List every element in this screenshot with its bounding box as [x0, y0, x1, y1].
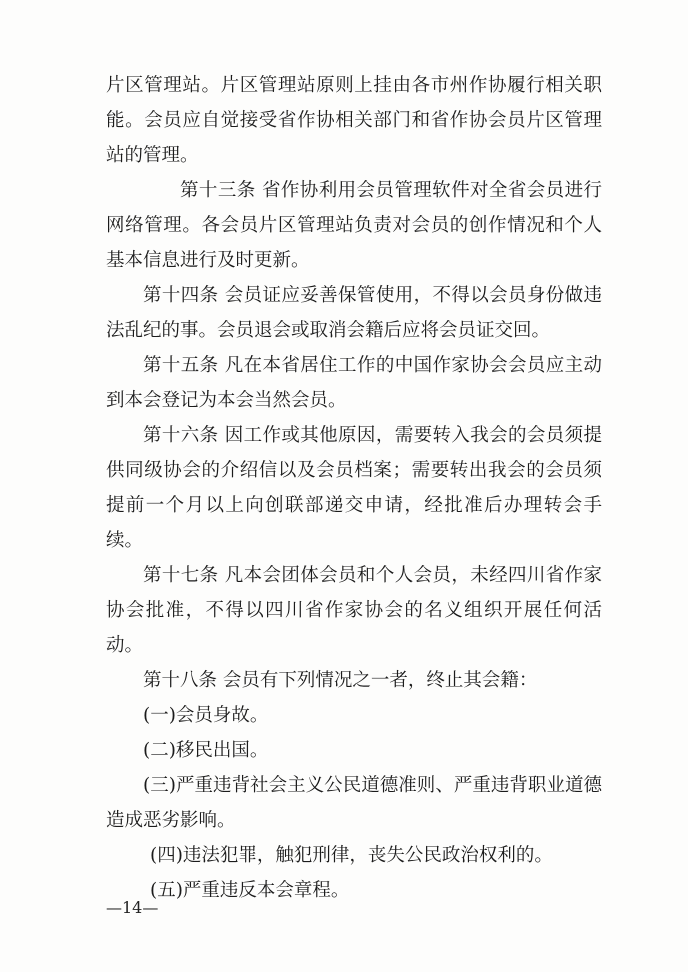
list-item-3: (三)严重违背社会主义公民道德准则、严重违背职业道德造成恶劣影响。 — [106, 775, 602, 831]
list-item-1: (一)会员身故。 — [143, 705, 269, 726]
list-item-2: (二)移民出国。 — [143, 740, 269, 761]
page-number: —14— — [106, 898, 159, 917]
paragraph-continuation: 片区管理站。片区管理站原则上挂由各市州作协履行相关职能。会员应自觉接受省作协相关部门和省作协会员片区管理站的管理。 — [106, 75, 602, 166]
article-13: 第十三条 省作协利用会员管理软件对全省会员进行网络管理。各会员片区管理站负责对会员的创作情况和个人基本信息进行及时更新。 — [106, 180, 602, 271]
article-15: 第十五条 凡在本省居住工作的中国作家协会会员应主动到本会登记为本会当然会员。 — [106, 355, 602, 411]
article-16: 第十六条 因工作或其他原因，需要转入我会的会员须提供同级协会的介绍信以及会员档案；需要转出我会的会员须提前一个月以上向创联部递交申请，经批准后办理转会手续。 — [106, 425, 602, 551]
article-18: 第十八条 会员有下列情况之一者，终止其会籍： — [143, 670, 538, 691]
article-14: 第十四条 会员证应妥善保管使用，不得以会员身份做违法乱纪的事。会员退会或取消会籍后应将会员证交回。 — [106, 285, 602, 341]
list-item-4: (四)违法犯罪，触犯刑律，丧失公民政治权利的。 — [150, 845, 553, 866]
list-item-5: (五)严重违反本会章程。 — [150, 880, 350, 901]
document-body — [106, 68, 602, 908]
article-17: 第十七条 凡本会团体会员和个人会员，未经四川省作家协会批准，不得以四川省作家协会的名义组织开展任何活动。 — [106, 565, 602, 656]
